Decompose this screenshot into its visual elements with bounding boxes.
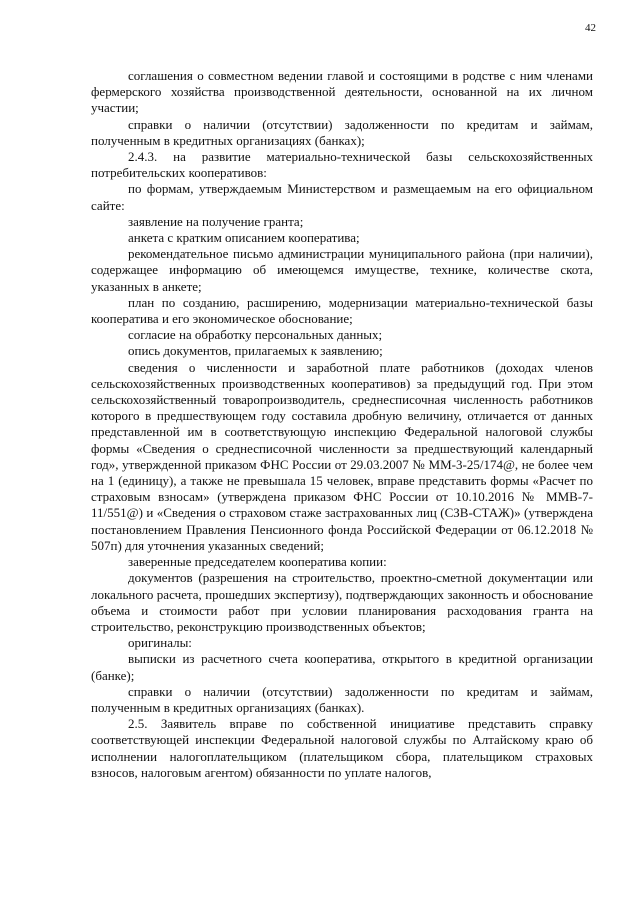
paragraph: согласие на обработку персональных данных; <box>128 327 383 343</box>
paragraph: справки о наличии (отсутствии) задолженности по кредитам и займам, полученным в кредитных организациях (банках). <box>91 683 593 715</box>
paragraph: 2.4.3. на развитие материально-технической базы сельскохозяйственных потребительских кооперативов: <box>91 149 593 181</box>
paragraph: заверенные председателем кооператива копии: <box>128 554 387 570</box>
paragraph: рекомендательное письмо администрации муниципального района (при наличии), содержащее информацию об имеющемся имуществе, технике, количестве скота, указанных в анкете; <box>91 246 593 294</box>
paragraph: анкета с кратким описанием кооператива; <box>128 230 360 246</box>
paragraph: сведения о численности и заработной плате работников (доходах членов сельскохозяйственных производственных кооперативов) за предыдущий год. При этом сельскохозяйственный товаропроизводитель, среднесписочная численность работников которого в предшествующем году составила дробную величину, отличается от данных представленной им в соответствующую инспекцию Федеральной налоговой службы формы «Сведения о среднесписочной численности за предшествующий календарный год», утвержденной приказом ФНС России от 29.03.2007 № ММ-3-25/174@, не более чем на 1 (единицу), а также не превышала 15 человек, вправе представить формы «Расчет по страховым взносам» (утверждена приказом ФНС России от 10.10.2016 № ММВ-7-11/551@) и «Сведения о страховом стаже застрахованных лиц (СЗВ-СТАЖ)» (утверждена постановлением Правления Пенсионного фонда Российской Федерации от 06.12.2018 № 507п) для уточнения указанных сведений; <box>91 359 593 553</box>
paragraph: выписки из расчетного счета кооператива, открытого в кредитной организации (банке); <box>91 651 593 683</box>
paragraph: документов (разрешения на строительство, проектно-сметной документации или локального расчета, прошедших экспертизу), подтверждающих законность и обоснование объема и стоимости работ при условии планирования расходования гранта на строительство, реконструкцию производственных объектов; <box>91 570 593 634</box>
paragraph: соглашения о совместном ведении главой и состоящими в родстве с ним членами фермерского хозяйства производственной деятельности, основанной на их личном участии; <box>91 68 593 116</box>
paragraph: опись документов, прилагаемых к заявлению; <box>128 343 383 359</box>
paragraph: оригиналы: <box>128 635 192 651</box>
paragraph: справки о наличии (отсутствии) задолженности по кредитам и займам, полученным в кредитных организациях (банках); <box>91 116 593 148</box>
paragraph: заявление на получение гранта; <box>128 213 304 229</box>
paragraph: 2.5. Заявитель вправе по собственной инициативе представить справку соответствующей инспекции Федеральной налоговой службы по Алтайскому краю об исполнении налогоплательщиком (плательщиком сбора, плательщиком страховых взносов, налоговым агентом) обязанности по уплате налогов, <box>91 716 593 780</box>
paragraph: по формам, утверждаемым Министерством и размещаемым на его официальном сайте: <box>91 181 593 213</box>
document-body <box>91 68 593 781</box>
page-number: 42 <box>585 22 596 34</box>
paragraph: план по созданию, расширению, модернизации материально-технической базы кооператива и его экономическое обоснование; <box>91 294 593 327</box>
